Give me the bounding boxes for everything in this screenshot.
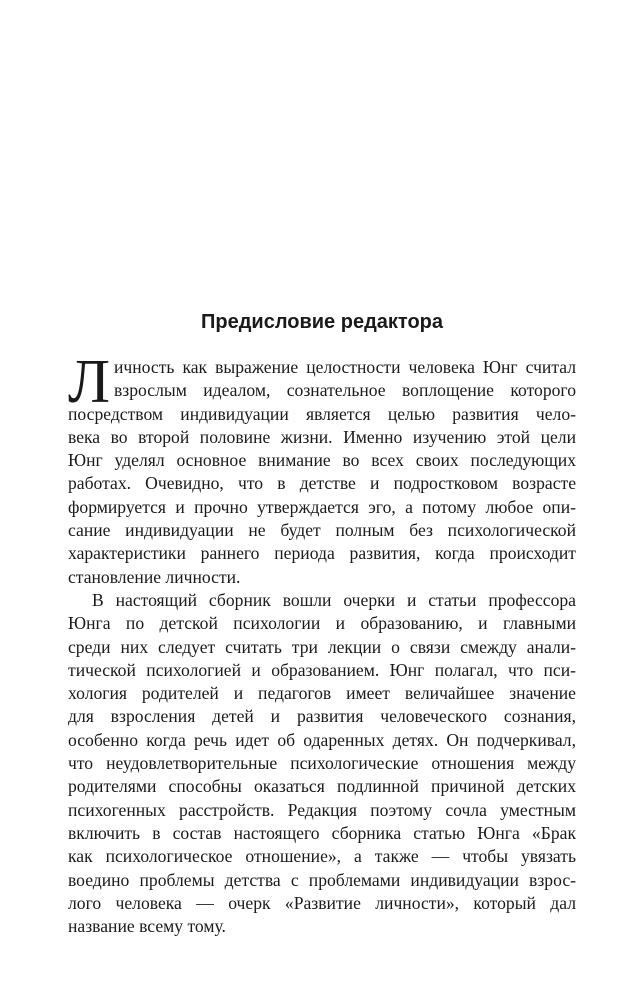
text-line: лого человека — очерк «Развитие личности», который дал <box>68 892 576 913</box>
text-line: как психологическое отношение», а также — чтобы увязать <box>68 846 576 867</box>
text-line: особенно когда речь идет об одаренных детях. Он подчеркивал, <box>68 729 576 750</box>
body-text <box>68 348 576 938</box>
text-line: родителями способны оказаться подлинной причиной детских <box>68 776 576 797</box>
text-line: взрослым идеалом, сознательное воплощение которого <box>114 380 576 401</box>
text-line: посредством индивидуации является целью развития чело- <box>68 403 576 424</box>
text-line: века во второй половине жизни. Именно изучению этой цели <box>68 426 576 447</box>
text-line: тической психологией и образованием. Юнг полагал, что пси- <box>68 659 576 680</box>
page-title: Предисловие редактора <box>200 311 443 333</box>
drop-cap: Л <box>68 348 111 416</box>
text-line: становление личности. <box>68 566 241 587</box>
paragraph-1 <box>68 348 576 589</box>
text-line: В настоящий сборник вошли очерки и статьи профессора <box>92 589 576 610</box>
text-line: для взросления детей и развития человеческого сознания, <box>68 706 576 727</box>
text-line: сание индивидуации не будет полным без психологической <box>68 520 576 541</box>
text-line: воедино проблемы детства с проблемами индивидуации взрос- <box>68 869 576 890</box>
text-line: психогенных расстройств. Редакция поэтому сочла уместным <box>68 799 576 820</box>
text-line: Юнга по детской психологии и образованию, и главными <box>68 613 576 634</box>
text-line: что неудовлетворительные психологические отношения между <box>68 753 576 774</box>
text-line: характеристики раннего периода развития, когда происходит <box>68 543 576 564</box>
text-line: включить в состав настоящего сборника статью Юнга «Брак <box>68 822 576 843</box>
text-line: хология родителей и педагогов имеет величайшее значение <box>68 683 576 704</box>
text-line: название всему тому. <box>68 916 226 937</box>
text-line: Юнг уделял основное внимание во всех своих последующих <box>68 450 576 471</box>
paragraph-2 <box>68 589 576 938</box>
text-line: формируется и прочно утверждается эго, а потому любое опи- <box>68 496 576 517</box>
text-line: ичность как выражение целостности человека Юнг считал <box>114 357 576 377</box>
text-line: среди них следует считать три лекции о связи смежду анали- <box>68 636 576 657</box>
text-line: работах. Очевидно, что в детстве и подростковом возрасте <box>68 473 576 494</box>
